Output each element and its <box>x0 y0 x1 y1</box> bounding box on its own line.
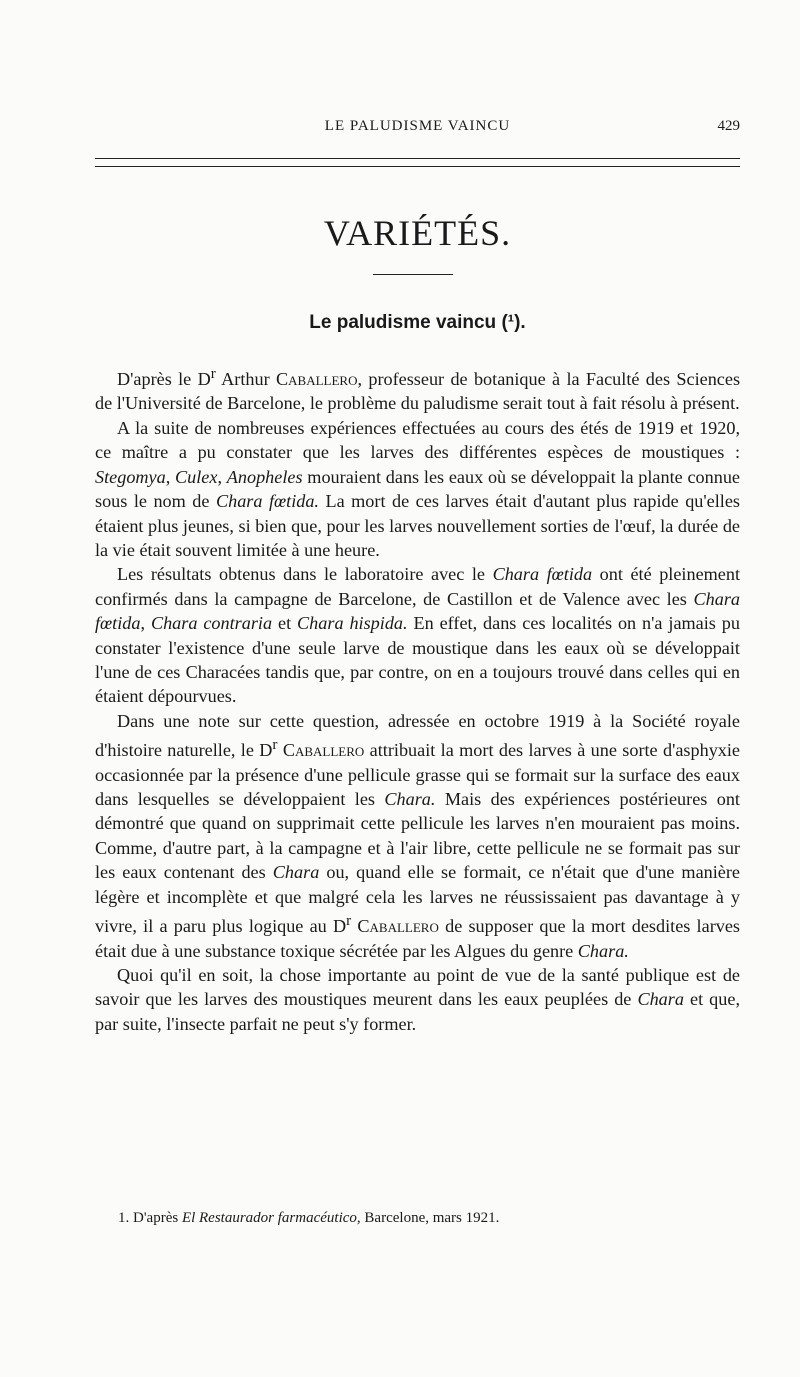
page-number: 429 <box>717 118 740 134</box>
author-name: Caballero <box>276 369 358 390</box>
text-run: Quoi qu'il en soit, la chose importante au point de vue de la santé publique est de savoir que les larves des moustiques meurent dans les eaux peuplées de <box>95 964 740 1010</box>
text-run: mouraient dans les eaux où se développait la plante connue sous le nom de <box>95 466 741 512</box>
text-run: Mais des expériences postérieures ont démontré que quand on supprimait cette pellicule les larves n'en mouraient pas moins. Comme, d'autre part, à la campagne et à l'air libre, cette pellicule ne se formait pas sur les eaux contenant des <box>95 789 740 883</box>
article-title <box>95 312 740 334</box>
superscript: r <box>210 365 216 382</box>
text-run: et que, par suite, l'insecte parfait ne peut s'y former. <box>95 989 740 1034</box>
text-run: Arthur <box>215 369 276 390</box>
text-run: , Barcelone, mars 1921. <box>356 1210 500 1226</box>
text-run: attribuait la mort des larves à une sorte d'asphyxie occasionnée par la présence d'une pellicule grasse qui se formait sur la surface des eaux dans lesquelles se développaient les <box>95 740 741 810</box>
text-run: Les résultats obtenus dans le laboratoire avec le <box>117 564 493 585</box>
species-name: Culex <box>175 466 218 487</box>
superscript: r <box>272 736 278 754</box>
species-name: Chara. <box>577 940 629 961</box>
text-run: ont été pleinement confirmés dans la campagne de Barcelone, de Castillon et de Valence avec les <box>95 564 741 609</box>
section-title: VARIÉTÉS. <box>323 213 512 253</box>
header-rule-bottom <box>95 166 740 167</box>
text-run: Dans une note sur cette question, adressée en octobre 1919 à la Société royale d'histoire naturelle, le D <box>95 710 740 761</box>
text-run: La mort de ces larves était d'autant plus rapide qu'elles étaient plus jeunes, si bien que, pour les larves nouvellement sorties de l'œuf, la durée de la vie était souvent limitée à une heure. <box>95 491 740 560</box>
species-name: Stegomya <box>95 466 166 487</box>
paragraph-1 <box>95 362 740 416</box>
species-name: Chara hispida. <box>297 613 408 634</box>
paragraph-3 <box>95 562 740 708</box>
species-name: Chara. <box>384 789 436 810</box>
footnote <box>118 1210 718 1227</box>
text-run: de supposer que la mort desdites larves était due à une substance toxique sécrétée par les Algues du genre <box>95 916 740 961</box>
text-run: , <box>165 466 176 487</box>
header-rule-top <box>95 158 740 159</box>
author-name: Caballero <box>351 916 439 937</box>
species-name: Anopheles <box>226 466 303 487</box>
paragraph-2 <box>95 416 740 562</box>
running-head <box>95 118 740 142</box>
article-title-text: Le paludisme vaincu <box>309 312 497 333</box>
text-run: D'après le D <box>117 369 211 390</box>
superscript: r <box>346 912 352 930</box>
species-name: Chara fœtida <box>95 588 740 634</box>
paragraph-5 <box>95 963 740 1036</box>
species-name: Chara fœtida <box>492 564 593 585</box>
species-name: Chara fœtida. <box>215 491 319 512</box>
text-run: En effet, dans ces localités on n'a jamais pu constater l'existence d'une seule larve de moustique dans les eaux où se développait l'une de ces Characées tandis que, par contre, on en a toujours trouvé dans celles qui en étaient dépourvues. <box>95 613 740 707</box>
text-run: A la suite de nombreuses expériences effectuées au cours des étés de 1919 et 1920, ce maître a pu constater que les larves des différentes espèces de moustiques : <box>95 417 740 463</box>
species-name: Chara contraria <box>150 613 273 634</box>
footnote-reference: (¹). <box>501 312 526 333</box>
text-run: et <box>272 613 298 634</box>
text-run: , <box>217 466 227 487</box>
species-name: Chara <box>637 989 684 1010</box>
text-run: , <box>140 613 151 634</box>
species-name: Chara <box>272 862 320 883</box>
running-title: LE PALUDISME VAINCU <box>324 118 511 134</box>
text-run: ou, quand elle se formait, ce n'était que d'une manière légère et incomplète et que malgré cela les larves ne réussissaient pas davantage à y vivre, il a paru plus logique au D <box>95 862 740 937</box>
paragraph-4 <box>95 709 740 963</box>
author-name: Caballero <box>277 740 365 761</box>
title-divider <box>373 274 453 275</box>
source-title: El Restaurador farmacéutico <box>181 1210 357 1226</box>
text-run: , professeur de botanique à la Faculté des Sciences de l'Université de Barcelone, le problème du paludisme serait tout à fait résolu à présent. <box>95 369 741 414</box>
text-run: 1. D'après <box>118 1210 182 1226</box>
article-body <box>95 362 740 1036</box>
